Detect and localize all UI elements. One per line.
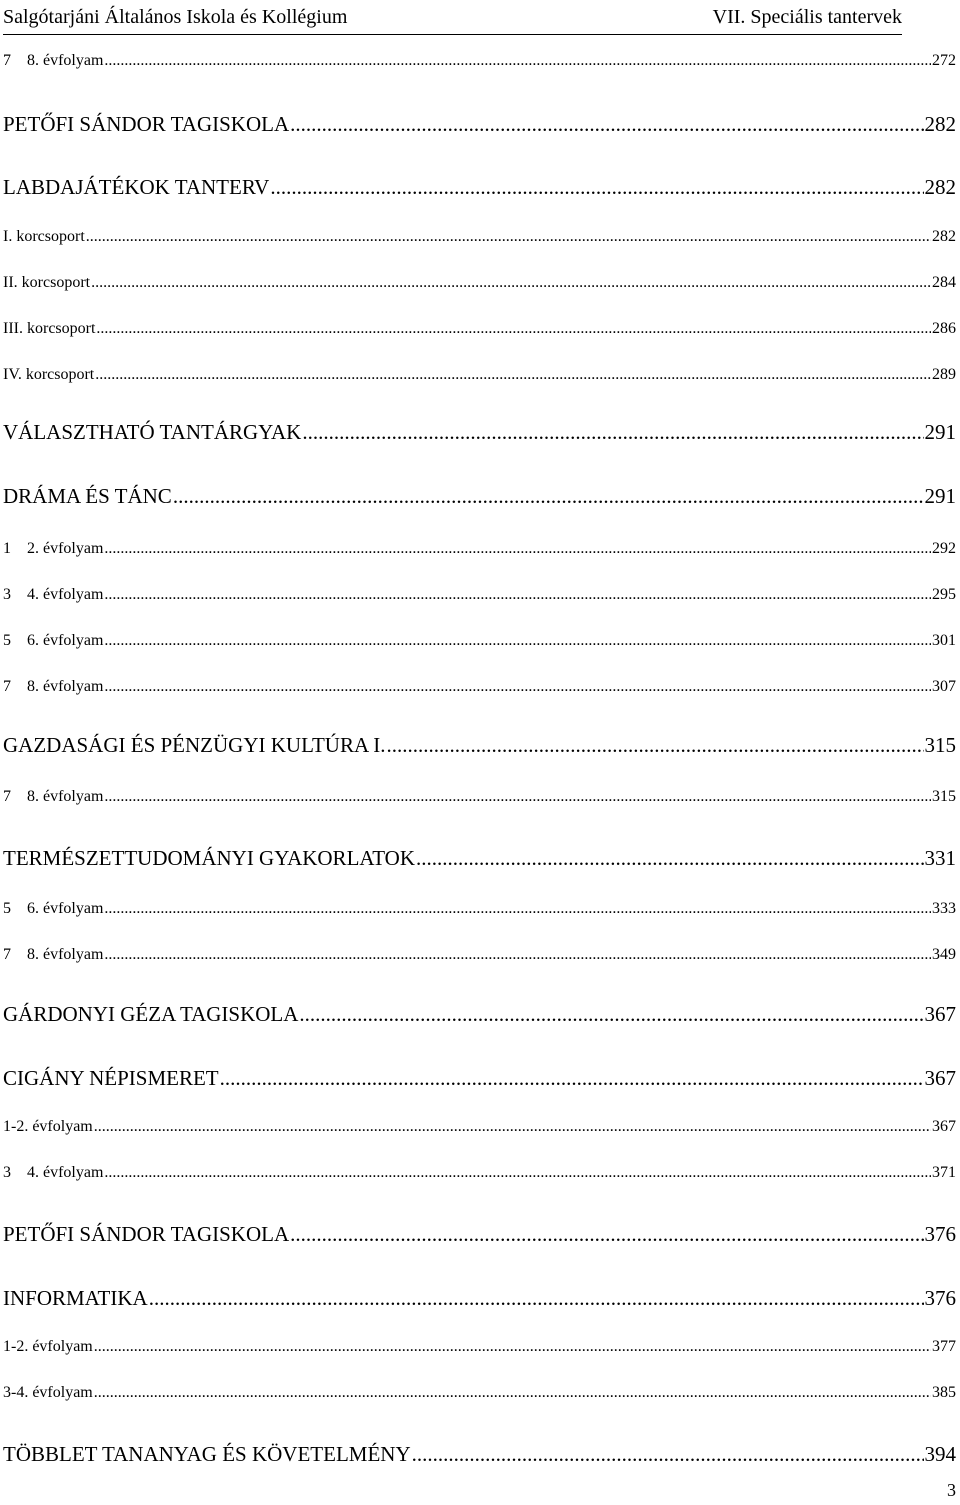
toc-entry-title: 3 4. évfolyam bbox=[3, 586, 104, 603]
toc-entry-title: CIGÁNY NÉPISMERET bbox=[3, 1066, 219, 1090]
toc-dot-leader bbox=[104, 900, 931, 918]
toc-entry[interactable] bbox=[3, 1164, 956, 1186]
toc-entry-page: 295 bbox=[932, 586, 956, 603]
toc-entry[interactable] bbox=[3, 274, 956, 296]
toc-dot-leader bbox=[104, 540, 931, 558]
toc-entry[interactable] bbox=[3, 788, 956, 810]
toc-entry-page: 272 bbox=[932, 52, 956, 69]
toc-entry-title: 1-2. évfolyam bbox=[3, 1338, 93, 1355]
toc-entry-page: 286 bbox=[932, 320, 956, 337]
toc-entry-page: 385 bbox=[932, 1384, 956, 1401]
toc-entry[interactable] bbox=[3, 678, 956, 700]
toc-entry-title: 1-2. évfolyam bbox=[3, 1118, 93, 1135]
toc-entry-title: 5 6. évfolyam bbox=[3, 632, 104, 649]
toc-entry-title: PETŐFI SÁNDOR TAGISKOLA bbox=[3, 1222, 290, 1246]
toc-entry-page: 284 bbox=[932, 274, 956, 291]
toc-entry-page: 291 bbox=[924, 420, 956, 444]
toc-entry-page: 282 bbox=[924, 175, 956, 199]
toc-entry-page: 307 bbox=[932, 678, 956, 695]
toc-entry-title: 7 8. évfolyam bbox=[3, 678, 104, 695]
toc-entry-title: DRÁMA ÉS TÁNC bbox=[3, 484, 172, 508]
toc-entry[interactable] bbox=[3, 632, 956, 654]
toc-entry-page: 315 bbox=[932, 788, 956, 805]
toc-entry-page: 282 bbox=[924, 112, 956, 136]
toc-dot-leader bbox=[149, 1286, 924, 1311]
toc-entry-title: II. korcsoport bbox=[3, 274, 91, 291]
toc-dot-leader bbox=[416, 846, 923, 871]
toc-entry[interactable] bbox=[3, 228, 956, 250]
toc-dot-leader bbox=[386, 733, 923, 758]
toc-dot-leader bbox=[270, 175, 923, 200]
toc-entry-page: 367 bbox=[924, 1066, 956, 1090]
toc-dot-leader bbox=[173, 484, 924, 509]
toc-entry[interactable] bbox=[3, 733, 956, 761]
toc-dot-leader bbox=[94, 1118, 931, 1136]
toc-entry-page: 371 bbox=[932, 1164, 956, 1181]
toc-entry[interactable] bbox=[3, 484, 956, 512]
toc-entry[interactable] bbox=[3, 52, 956, 74]
toc-entry-title: TÖBBLET TANANYAG ÉS KÖVETELMÉNY bbox=[3, 1442, 411, 1466]
toc-entry-title: 5 6. évfolyam bbox=[3, 900, 104, 917]
toc-entry[interactable] bbox=[3, 1286, 956, 1314]
toc-dot-leader bbox=[290, 112, 923, 137]
toc-entry[interactable] bbox=[3, 1442, 956, 1470]
toc-entry-page: 367 bbox=[924, 1002, 956, 1026]
toc-entry-title: 1 2. évfolyam bbox=[3, 540, 104, 557]
toc-dot-leader bbox=[104, 586, 931, 604]
toc-entry[interactable] bbox=[3, 1118, 956, 1140]
toc-entry-title: III. korcsoport bbox=[3, 320, 96, 337]
toc-entry[interactable] bbox=[3, 1066, 956, 1094]
toc-dot-leader bbox=[86, 228, 931, 246]
toc-entry-title: 7 8. évfolyam bbox=[3, 52, 104, 69]
page-number: 3 bbox=[947, 1480, 956, 1500]
toc-entry-title: 3 4. évfolyam bbox=[3, 1164, 104, 1181]
toc-entry-page: 394 bbox=[924, 1442, 956, 1466]
toc-entry-title: 7 8. évfolyam bbox=[3, 788, 104, 805]
toc-dot-leader bbox=[104, 788, 931, 806]
toc-entry-page: 301 bbox=[932, 632, 956, 649]
header-chapter: VII. Speciális tantervek bbox=[712, 6, 902, 28]
toc-entry-page: 367 bbox=[932, 1118, 956, 1135]
toc-entry[interactable] bbox=[3, 175, 956, 203]
toc-entry-page: 282 bbox=[932, 228, 956, 245]
toc-entry-title: I. korcsoport bbox=[3, 228, 85, 245]
toc-entry[interactable] bbox=[3, 586, 956, 608]
toc-entry-page: 333 bbox=[932, 900, 956, 917]
toc-dot-leader bbox=[104, 678, 931, 696]
toc-entry-title: INFORMATIKA bbox=[3, 1286, 148, 1310]
toc-entry-page: 315 bbox=[924, 733, 956, 757]
toc-entry-page: 377 bbox=[932, 1338, 956, 1355]
toc-entry-page: 376 bbox=[924, 1222, 956, 1246]
table-of-contents bbox=[3, 0, 956, 1505]
toc-dot-leader bbox=[104, 52, 931, 70]
toc-entry[interactable] bbox=[3, 540, 956, 562]
toc-dot-leader bbox=[104, 946, 931, 964]
toc-entry-title: TERMÉSZETTUDOMÁNYI GYAKORLATOK bbox=[3, 846, 416, 870]
toc-entry-title: LABDAJÁTÉKOK TANTERV bbox=[3, 175, 270, 199]
toc-entry[interactable] bbox=[3, 846, 956, 874]
toc-entry[interactable] bbox=[3, 1338, 956, 1360]
toc-dot-leader bbox=[220, 1066, 924, 1091]
toc-dot-leader bbox=[412, 1442, 924, 1467]
toc-entry-title: 7 8. évfolyam bbox=[3, 946, 104, 963]
toc-dot-leader bbox=[94, 1384, 931, 1402]
toc-entry-title: GAZDASÁGI ÉS PÉNZÜGYI KULTÚRA I. bbox=[3, 733, 386, 757]
toc-dot-leader bbox=[290, 1222, 923, 1247]
toc-entry[interactable] bbox=[3, 900, 956, 922]
toc-dot-leader bbox=[95, 366, 931, 384]
toc-entry-title: IV. korcsoport bbox=[3, 366, 95, 383]
toc-entry-title: 3-4. évfolyam bbox=[3, 1384, 93, 1401]
toc-dot-leader bbox=[299, 1002, 923, 1027]
toc-entry[interactable] bbox=[3, 1002, 956, 1030]
toc-entry[interactable] bbox=[3, 1384, 956, 1406]
toc-entry-page: 376 bbox=[924, 1286, 956, 1310]
toc-dot-leader bbox=[104, 632, 931, 650]
toc-entry[interactable] bbox=[3, 946, 956, 968]
toc-entry[interactable] bbox=[3, 420, 956, 448]
toc-entry[interactable] bbox=[3, 112, 956, 140]
toc-entry-page: 291 bbox=[924, 484, 956, 508]
toc-entry-title: GÁRDONYI GÉZA TAGISKOLA bbox=[3, 1002, 299, 1026]
toc-entry-title: VÁLASZTHATÓ TANTÁRGYAK bbox=[3, 420, 302, 444]
toc-entry-page: 289 bbox=[932, 366, 956, 383]
toc-dot-leader bbox=[96, 320, 931, 338]
toc-dot-leader bbox=[91, 274, 931, 292]
header-institution: Salgótarjáni Általános Iskola és Kollégium bbox=[3, 6, 348, 28]
toc-entry-page: 349 bbox=[932, 946, 956, 963]
toc-entry[interactable] bbox=[3, 366, 956, 388]
toc-entry[interactable] bbox=[3, 1222, 956, 1250]
toc-entry-title: PETŐFI SÁNDOR TAGISKOLA bbox=[3, 112, 290, 136]
toc-entry[interactable] bbox=[3, 320, 956, 342]
toc-entry-page: 292 bbox=[932, 540, 956, 557]
toc-dot-leader bbox=[94, 1338, 931, 1356]
toc-dot-leader bbox=[104, 1164, 931, 1182]
toc-entry-page: 331 bbox=[924, 846, 956, 870]
toc-dot-leader bbox=[302, 420, 923, 445]
